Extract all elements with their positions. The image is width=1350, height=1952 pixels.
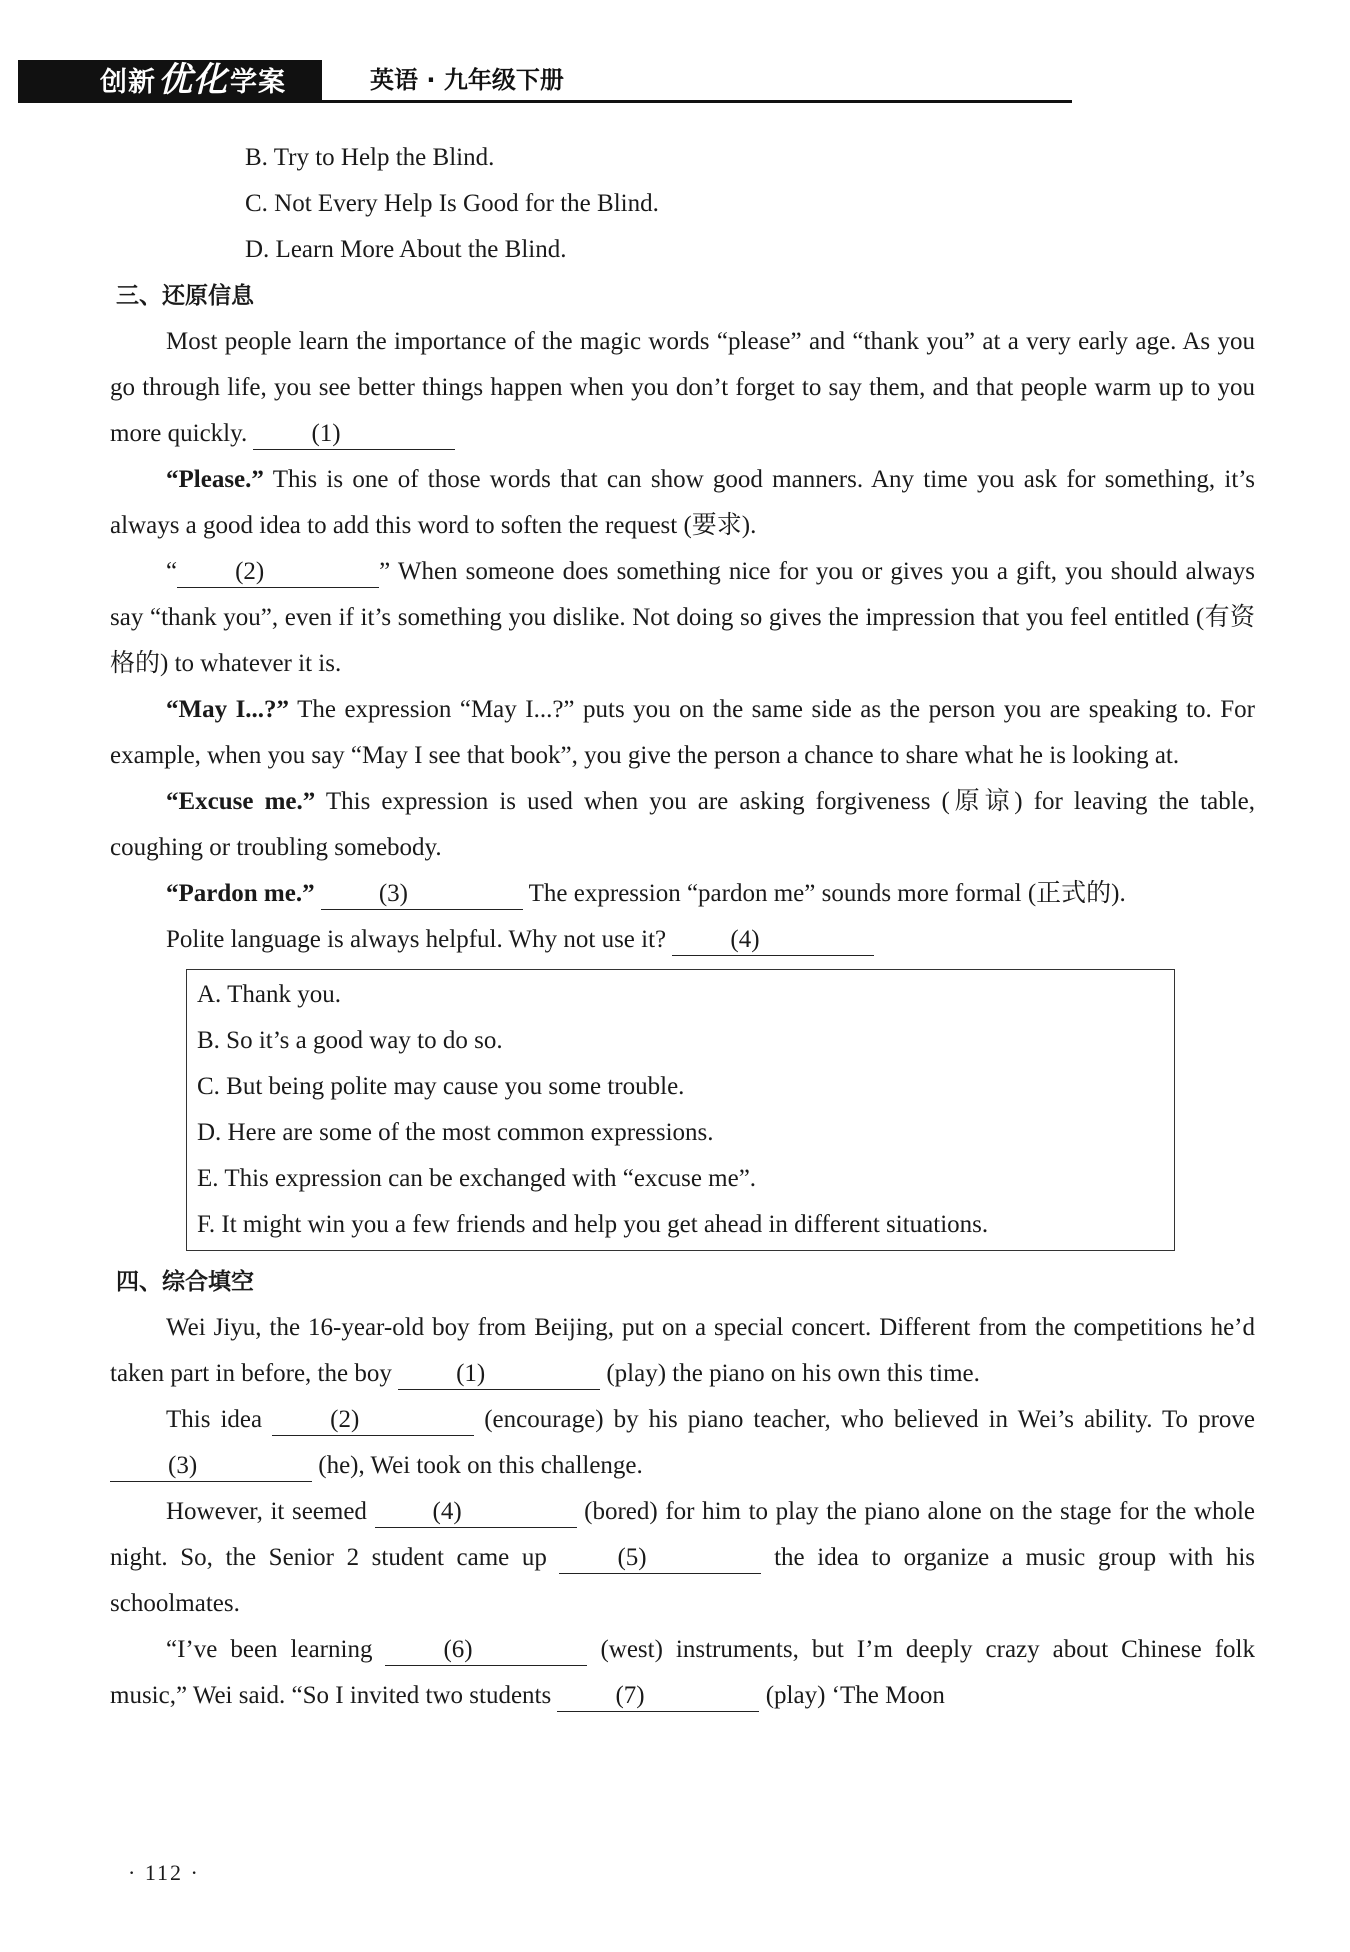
keyword: “Pardon me.” [166, 880, 315, 907]
section-4-title: 四、综合填空 [116, 1269, 254, 1295]
option-e: E. This expression can be exchanged with “excuse me”. [197, 1165, 757, 1192]
paragraph-text: Wei Jiyu, the 16-year-old boy from Beijing, put on a special concert. Different from the competitions he’d taken part in before, the boy [110, 1314, 1255, 1387]
brand-part-3: 学案 [230, 67, 286, 98]
paragraph-text: This idea [166, 1406, 263, 1433]
section-4-paragraph-2 [110, 1397, 1255, 1489]
paragraph-text: Polite language is always helpful. Why not use it? [166, 926, 667, 953]
fill-blank-4[interactable]: (4) [375, 1497, 577, 1528]
prev-option-c: C. Not Every Help Is Good for the Blind. [245, 190, 659, 217]
paragraph-text: The expression “May I...?” puts you on the same side as the person you are speaking to. For example, when you say “May I see that book”, you give the person a chance to share what he is looking at. [110, 696, 1255, 769]
subject-title: 英语 · 九年级下册 [370, 66, 564, 94]
header-rule [18, 100, 1072, 103]
paragraph-text: (play) ‘The Moon [765, 1682, 945, 1709]
fill-blank-3[interactable]: (3) [110, 1451, 312, 1482]
keyword: “Please.” [166, 466, 264, 493]
paragraph-text: This expression is used when you are asking forgiveness (原谅) for leaving the table, coughing or troubling somebody. [110, 788, 1256, 861]
option-b: B. So it’s a good way to do so. [197, 1027, 503, 1054]
brand-part-2: 优化 [158, 60, 228, 100]
section-4-paragraph-1 [110, 1305, 1255, 1397]
section-3-paragraph-2 [110, 457, 1255, 549]
section-3-paragraph-4 [110, 687, 1255, 779]
paragraph-text: (west) instruments, but I’m deeply crazy about Chinese folk music,” Wei said. “So I invited two students [110, 1636, 1255, 1709]
fill-blank-7[interactable]: (7) [557, 1681, 759, 1712]
section-3-paragraph-1 [110, 319, 1255, 457]
fill-blank-1[interactable]: (1) [398, 1359, 600, 1390]
page-number: · 112 · [128, 1860, 200, 1885]
section-3-paragraph-6 [110, 871, 1255, 917]
section-4-paragraph-3 [110, 1489, 1255, 1627]
section-3-paragraph-7 [110, 917, 1255, 963]
paragraph-text: (he), Wei took on this challenge. [318, 1452, 643, 1479]
prev-option-d: D. Learn More About the Blind. [245, 236, 567, 263]
options-box [186, 969, 1175, 1251]
page-content [110, 135, 1255, 1719]
fill-blank-5[interactable]: (5) [559, 1543, 761, 1574]
answer-blank-1[interactable]: (1) [253, 419, 455, 450]
paragraph-text: (bored) for him to play the piano alone on the stage for the whole night. So, the Senior 2 student came up [110, 1498, 1256, 1571]
paragraph-text: The expression “pardon me” sounds more formal (正式的). [522, 880, 1126, 907]
answer-blank-2[interactable]: (2) [177, 557, 379, 588]
answer-blank-4[interactable]: (4) [672, 925, 874, 956]
answer-blank-3[interactable]: (3) [321, 879, 523, 910]
section-3-paragraph-3 [110, 549, 1255, 687]
paragraph-text: “I’ve been learning [166, 1636, 373, 1663]
paragraph-text: This is one of those words that can show good manners. Any time you ask for something, it’s always a good idea to add this word to soften the request (要求). [110, 466, 1255, 539]
brand-logo [18, 60, 322, 100]
option-a: A. Thank you. [197, 981, 341, 1008]
section-3-title: 三、还原信息 [116, 283, 254, 309]
paragraph-text: However, it seemed [166, 1498, 367, 1525]
option-f: F. It might win you a few friends and help you get ahead in different situations. [197, 1211, 989, 1238]
paragraph-text: (play) the piano on his own this time. [606, 1360, 980, 1387]
section-4-paragraph-4 [110, 1627, 1255, 1719]
keyword: “May I...?” [166, 696, 290, 723]
prev-option-b: B. Try to Help the Blind. [245, 144, 495, 171]
open-quote: “ [166, 558, 178, 585]
page-header [18, 60, 1072, 100]
option-c: C. But being polite may cause you some trouble. [197, 1073, 685, 1100]
paragraph-text: (encourage) by his piano teacher, who believed in Wei’s ability. To prove [484, 1406, 1256, 1433]
paragraph-text: the idea to organize a music group with his schoolmates. [110, 1544, 1256, 1617]
fill-blank-2[interactable]: (2) [272, 1405, 474, 1436]
keyword: “Excuse me.” [166, 788, 316, 815]
fill-blank-6[interactable]: (6) [385, 1635, 587, 1666]
paragraph-text: Most people learn the importance of the magic words “please” and “thank you” at a very early age. As you go through life, you see better things happen when you don’t forget to say them, and that people warm up to you more quickly. [110, 328, 1255, 447]
option-d: D. Here are some of the most common expressions. [197, 1119, 714, 1146]
brand-part-1: 创新 [100, 67, 156, 98]
section-3-paragraph-5 [110, 779, 1255, 871]
paragraph-text: ” When someone does something nice for you or gives you a gift, you should always say “thank you”, even if it’s something you dislike. Not doing so gives the impression that you feel entitled (有资格的) to whatever it is. [110, 558, 1255, 677]
